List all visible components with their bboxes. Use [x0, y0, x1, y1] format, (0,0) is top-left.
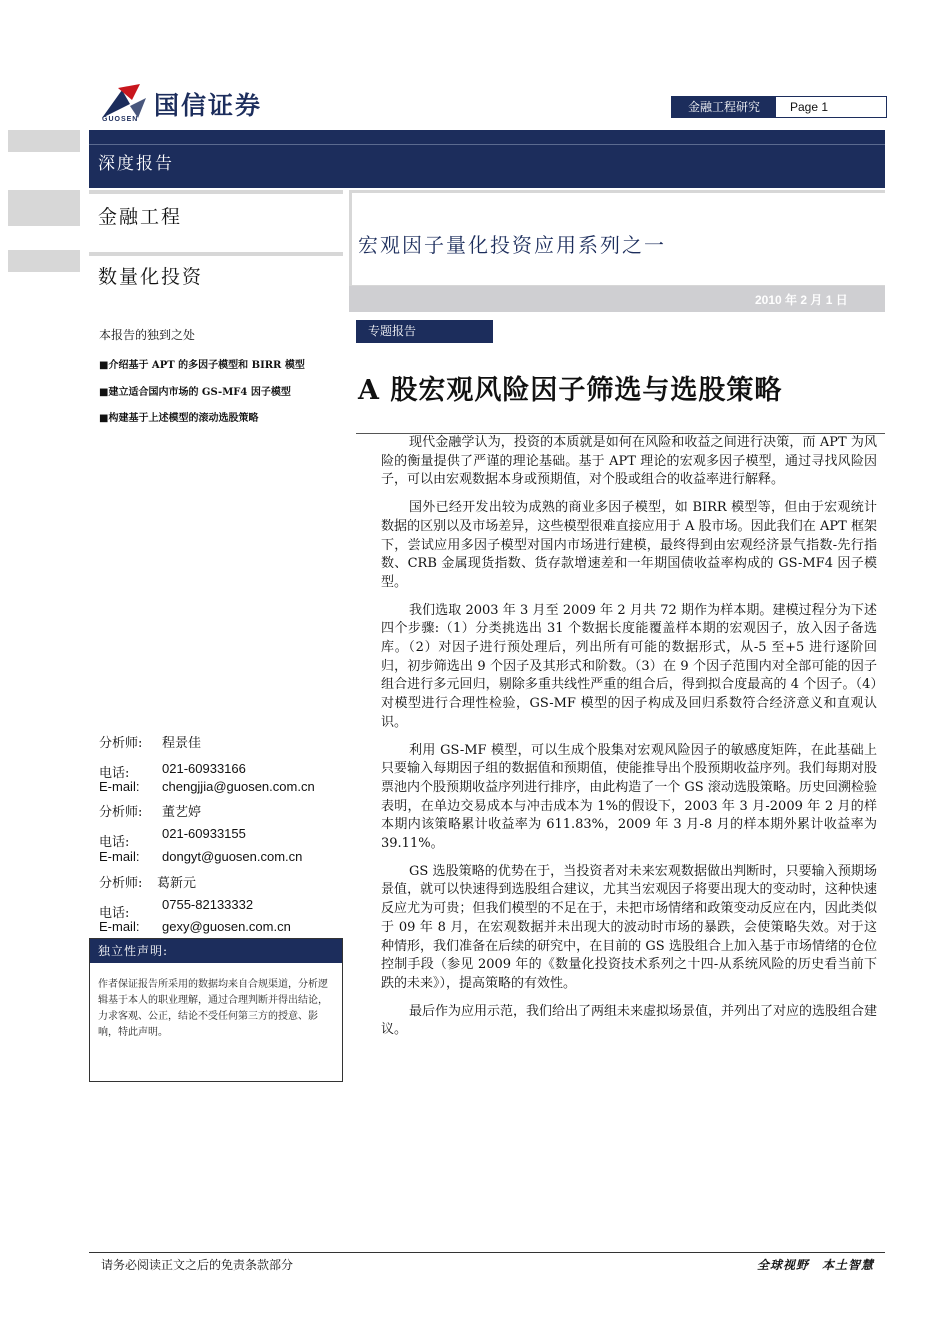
tel-label: 电话:: [99, 906, 130, 921]
statement-text: 作者保证报告所采用的数据均来自合规渠道，分析逻辑基于本人的职业理解，通过合理判断并得出结论，力求客观、公正，结论不受任何第三方的授意、影响，特此声明。: [98, 979, 328, 1038]
department-label: 金融工程研究: [672, 97, 776, 117]
header-box: [671, 96, 887, 118]
report-type: 深度报告: [98, 154, 174, 174]
side-decoration: [8, 130, 80, 152]
analyst-name: 程景佳: [162, 736, 202, 751]
article-title: A 股宏观风险因子筛选与选股策略: [358, 375, 783, 406]
series-title: 宏观因子量化投资应用系列之一: [358, 233, 666, 257]
independence-statement: [89, 938, 343, 1082]
tag-underline: [356, 342, 493, 343]
paragraph: 现代金融学认为，投资的本质就是如何在风险和收益之间进行决策，而 APT 为风险的衡量提供了严谨的理论基础。基于 APT 理论的宏观多因子模型，通过寻找风险因子，可以由宏观数据本身或预期值，对个股或组合的收益率进行解释。: [381, 435, 877, 488]
tel-label: 电话:: [99, 835, 130, 850]
side-decoration: [8, 190, 80, 226]
paragraph: 国外已经开发出较为成熟的商业多因子模型，如 BIRR 模型等，但由于宏观统计数据的区别以及市场差异，这些模型很难直接应用于 A 股市场。因此我们在 APT 框架下，尝试应用多因子模型对国内市场进行建模，最终得到由宏观经济景气指数-先行指数、CRB 金属现货指数、货存款增速差和一年期国债收益率构成的 GS-MF4 因子模型。: [381, 500, 877, 590]
analyst-phone: 021-60933166: [162, 761, 246, 776]
side-decoration: [8, 250, 80, 272]
analyst-name: 葛新元: [157, 876, 197, 891]
email-label: E-mail:: [99, 919, 140, 934]
highlight-item: ■建立适合国内市场的 GS-MF4 因子模型: [99, 387, 291, 398]
footer-rule: [89, 1252, 885, 1253]
analyst-phone: 0755-82133332: [162, 897, 254, 912]
analyst-label: 分析师:: [99, 876, 143, 891]
report-tag: 专题报告: [356, 320, 493, 342]
analyst-phone: 021-60933155: [162, 826, 246, 841]
logo-text: 国信证券: [154, 91, 263, 120]
paragraph: GS 选股策略的优势在于，当投资者对未来宏观数据做出判断时，只要输入预期场景值，就可以快速得到选股组合建议，尤其当宏观因子将要出现大的变动时，这种快速反应尤为可贵；但我们模型的不足在于，未把市场情绪和政策变动反应在内，因此类似于 09 年 8 月，在宏观数据并未出现大的波动时市场的暴跌，会使策略失效。对于这种情形，我们准备在后续的研究中，在目前的 GS 选股组合上加入基于市场情绪的仓位控制手段（参见 2009 年的《数量化投资技术系列之十四-从系统风险的历史看当前下跌的未来》），提高策略的有效性。: [381, 863, 877, 991]
analyst-email[interactable]: chengjjia@guosen.com.cn: [162, 779, 315, 794]
tel-label: 电话:: [99, 766, 130, 781]
footer-slogan: 全球视野 本土智慧: [757, 1258, 875, 1272]
category-secondary: 数量化投资: [98, 266, 204, 288]
article-body: [381, 434, 877, 1040]
category-primary: 金融工程: [98, 206, 183, 228]
statement-heading: 独立性声明:: [90, 939, 342, 963]
email-label: E-mail:: [99, 849, 140, 864]
email-label: E-mail:: [99, 779, 140, 794]
analyst-name: 董艺婷: [162, 805, 202, 820]
band-divider: [89, 144, 885, 145]
paragraph: 利用 GS-MF 模型，可以生成个股集对宏观风险因子的敏感度矩阵，在此基础上只要输入每期因子组的数据值和预期值，使能推导出个股预期收益序列。我们每期对股票池内个股预期收益序列进行排序，由此构造了一个 GS 滚动选股策略。历史回溯检验表明，在单边交易成本与冲击成本为 1%的假设下，2003 年 3 月-2009 年 2 月的样本期内该策略累计收益率为 611.83%，2009 年 3 月-8 月的样本期外累计收益率为 39.11%。: [381, 742, 877, 852]
highlight-item: ■介绍基于 APT 的多因子模型和 BIRR 模型: [99, 360, 305, 371]
analyst-label: 分析师:: [99, 736, 143, 751]
paragraph: 最后作为应用示范，我们给出了两组未来虚拟场景值，并列出了对应的选股组合建议。: [381, 1003, 878, 1038]
page-number: Page 1: [790, 100, 829, 114]
analyst-email[interactable]: dongyt@guosen.com.cn: [162, 849, 303, 864]
analyst-email[interactable]: gexy@guosen.com.cn: [162, 919, 291, 934]
highlights-heading: 本报告的独到之处: [99, 328, 196, 342]
guosen-logo-icon: [100, 84, 148, 120]
highlight-item: ■构建基于上述模型的滚动选股策略: [99, 413, 259, 424]
paragraph: 我们选取 2003 年 3 月至 2009 年 2 月共 72 期作为样本期。建模过程分为下述四个步骤:（1）分类挑选出 31 个数据长度能覆盖样本期的宏观因子，放入因子备选库。（2）对因子进行预处理后，列出所有可能的数据形式，从-5 至+5 进行逐阶回归，初步筛选出 9 个因子及其形式和阶数。（3）在 9 个因子范围内对全部可能的因子组合进行多元回归，剔除多重共线性严重的组合后，得到拟合度最高的 4 个因子。（4）对模型进行合理性检验，GS-MF 模型的因子构成及回归系数符合经济意义和直观认识。: [381, 602, 877, 730]
footer-disclaimer: 请务必阅读正文之后的免责条款部分: [101, 1258, 294, 1272]
report-date: 2010 年 2 月 1 日: [755, 293, 848, 307]
logo-english: GUOSEN: [102, 116, 139, 123]
analyst-label: 分析师:: [99, 805, 143, 820]
report-type-band: [89, 130, 885, 188]
